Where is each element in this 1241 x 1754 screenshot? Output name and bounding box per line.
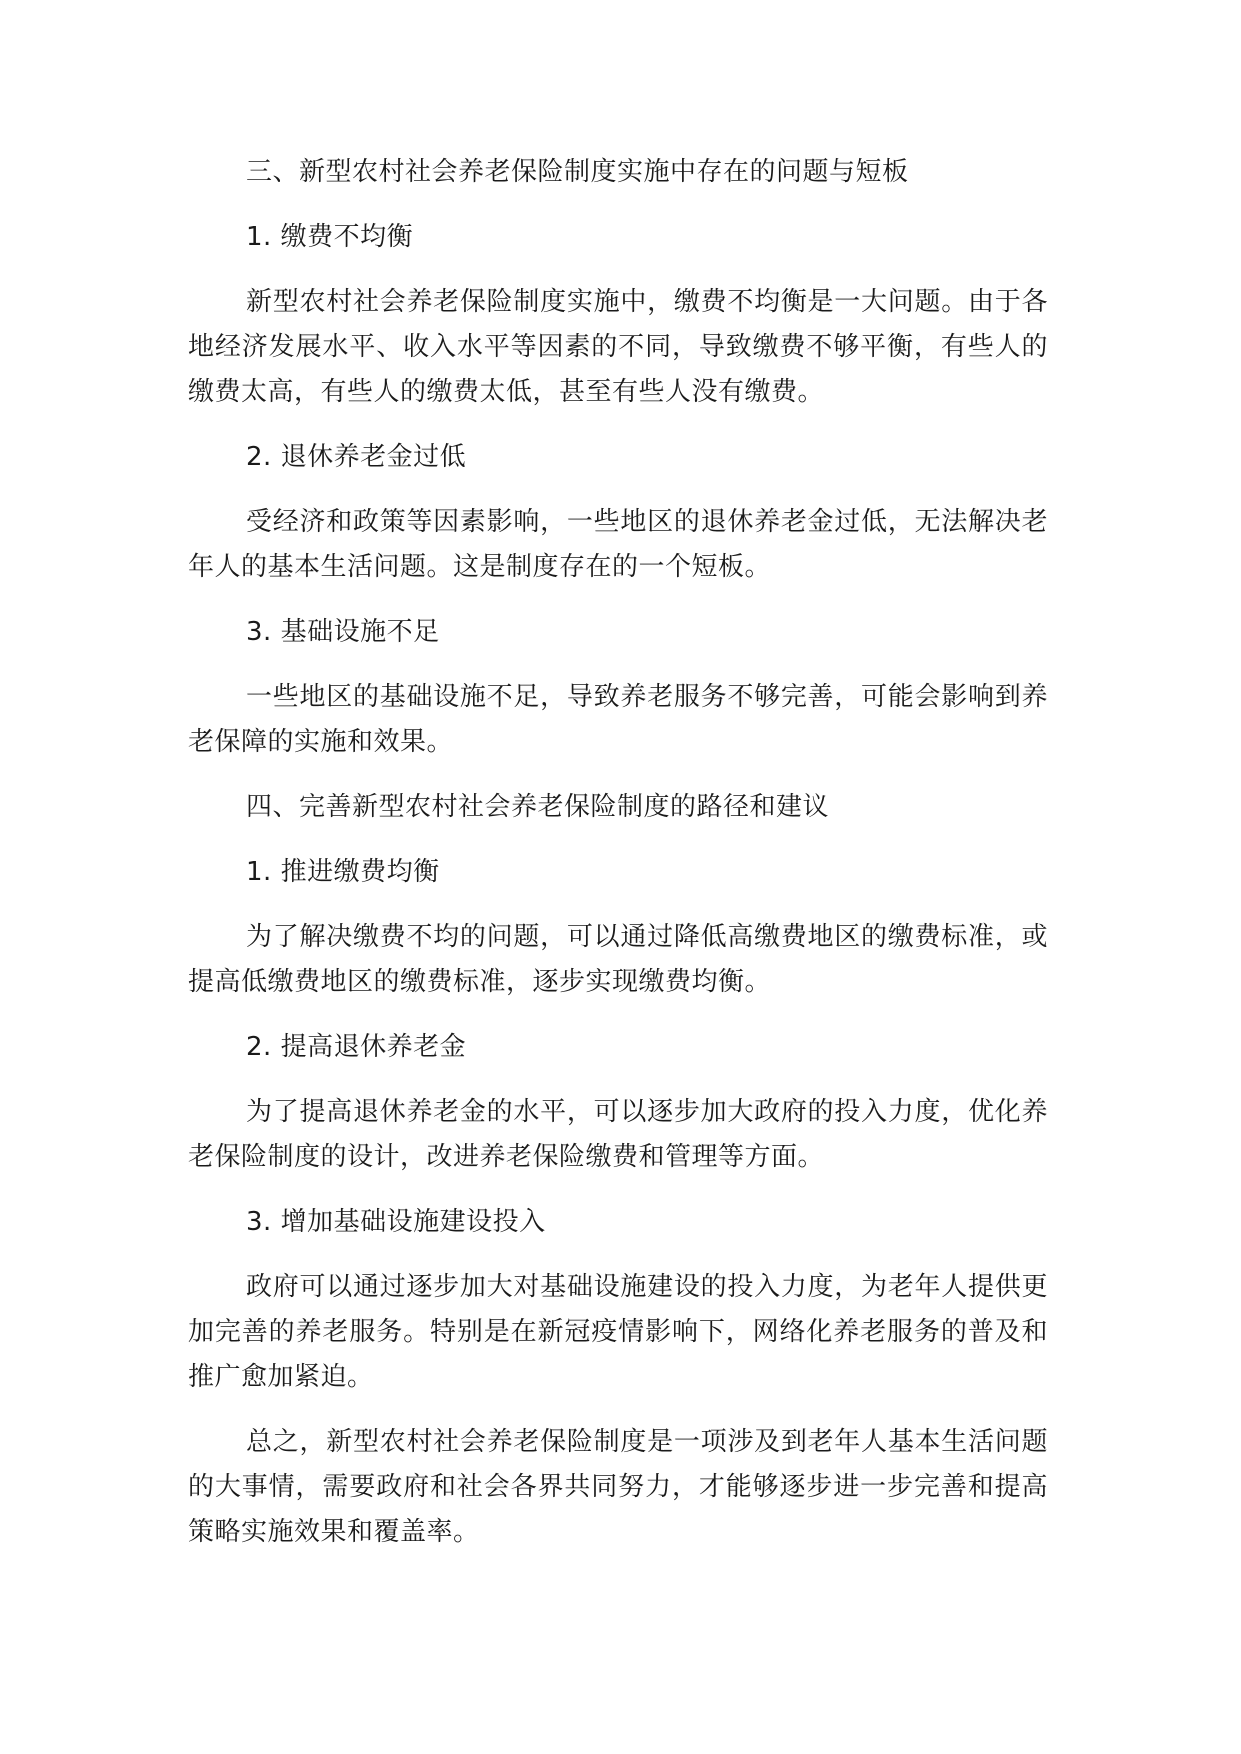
subsection-heading: 3. 增加基础设施建设投入 [246,1207,546,1237]
subsection-heading: 2. 退休养老金过低 [246,442,467,472]
document-body [188,150,1048,1555]
subsection-heading: 2. 提高退休养老金 [246,1032,467,1062]
subsection-heading: 1. 缴费不均衡 [246,222,414,252]
body-paragraph: 新型农村社会养老保险制度实施中，缴费不均衡是一大问题。由于各地经济发展水平、收入水平等因素的不同，导致缴费不够平衡，有些人的缴费太高，有些人的缴费太低，甚至有些人没有缴费。 [188,287,1048,407]
section-heading: 四、完善新型农村社会养老保险制度的路径和建议 [246,792,830,822]
body-paragraph: 一些地区的基础设施不足，导致养老服务不够完善，可能会影响到养老保障的实施和效果。 [188,682,1048,757]
section-heading: 三、新型农村社会养老保险制度实施中存在的问题与短板 [246,157,909,187]
body-paragraph: 为了解决缴费不均的问题，可以通过降低高缴费地区的缴费标准，或提高低缴费地区的缴费标准，逐步实现缴费均衡。 [188,922,1048,997]
body-paragraph: 为了提高退休养老金的水平，可以逐步加大政府的投入力度，优化养老保险制度的设计，改进养老保险缴费和管理等方面。 [188,1097,1048,1172]
conclusion-paragraph: 总之，新型农村社会养老保险制度是一项涉及到老年人基本生活问题的大事情，需要政府和社会各界共同努力，才能够逐步进一步完善和提高策略实施效果和覆盖率。 [188,1427,1048,1547]
body-paragraph: 政府可以通过逐步加大对基础设施建设的投入力度，为老年人提供更加完善的养老服务。特别是在新冠疫情影响下，网络化养老服务的普及和推广愈加紧迫。 [188,1272,1048,1392]
subsection-heading: 1. 推进缴费均衡 [246,857,440,887]
body-paragraph: 受经济和政策等因素影响，一些地区的退休养老金过低，无法解决老年人的基本生活问题。这是制度存在的一个短板。 [188,507,1048,582]
subsection-heading: 3. 基础设施不足 [246,617,440,647]
